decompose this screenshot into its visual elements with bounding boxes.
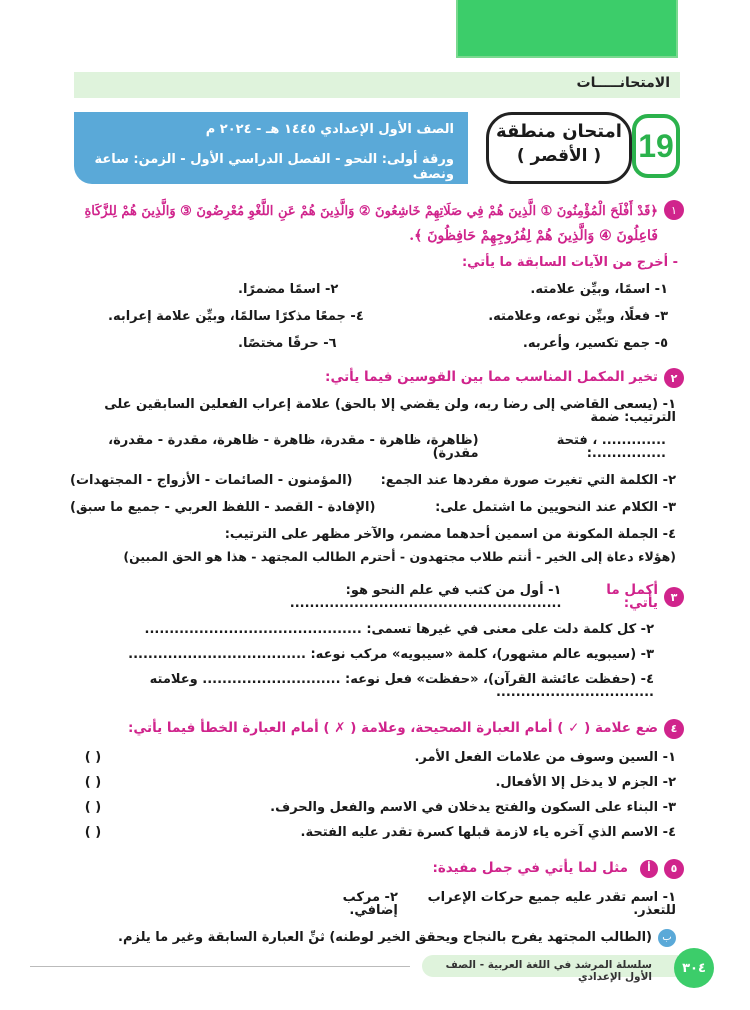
q2-item-3-row xyxy=(70,501,676,514)
q1-row-2 xyxy=(108,310,668,323)
top-green-tab xyxy=(456,0,678,58)
q4-answer-box-2[interactable]: ( ) xyxy=(84,774,102,790)
banner-paper-info: ورقة أولى: النحو - الفصل الدراسي الأول - الزمن: ساعة ونصف xyxy=(94,152,454,182)
q2-title: تخير المكمل المناسب مما بين القوسين فيما يأتي: xyxy=(325,369,658,386)
q2-item-1-row xyxy=(70,434,676,460)
verse-line-1: ﴿قَدْ أَفْلَحَ الْمُؤْمِنُونَ ① الَّذِينَ هُمْ فِي صَلَاتِهِمْ خَاشِعُونَ ② وَالَّذِينَ هُمْ عَنِ اللَّغْوِ مُعْرِضُونَ ③ وَالَّذِينَ هُمْ لِلزَّكَاةِ xyxy=(84,204,658,219)
q4-answer-box-1[interactable]: ( ) xyxy=(84,749,102,765)
q5-title: مثل لما يأتي في جمل مفيدة: xyxy=(432,859,628,876)
exam-number-badge: 19 xyxy=(632,114,680,178)
exam-info-banner xyxy=(74,112,468,184)
q3-item-3: ٣- (سيبويه عالم مشهور)، كلمة «سيبويه» مركب نوعه: .................................... xyxy=(128,646,654,662)
q2-item-2-row xyxy=(70,474,676,487)
q4-title: ضع علامة ( ✓ ) أمام العبارة الصحيحة، وعلامة ( ✗ ) أمام العبارة الخطأ فيما يأتي: xyxy=(127,719,658,736)
question-number-5: ٥ xyxy=(664,859,684,879)
q3-item-1: ١- أول من كتب في علم النحو هو: ....................................................... xyxy=(289,583,562,611)
sub-label-a: أ xyxy=(640,860,658,878)
footer-series-title: سلسلة المرشد في اللغة العربية - الصف الأول الإعدادي xyxy=(445,959,652,983)
q1-row-3 xyxy=(238,337,668,350)
question-number-3: ٣ xyxy=(664,587,684,607)
q4-statement-3: ٣- البناء على السكون والفتح يدخلان في الاسم والفعل والحرف. xyxy=(270,799,676,815)
verse-line-2: فَاعِلُونَ ④ وَالَّذِينَ هُمْ لِفُرُوجِهِمْ حَافِظُونَ ﴾. xyxy=(409,228,658,244)
q4-row-4 xyxy=(70,826,676,839)
question-2 xyxy=(70,368,684,564)
q3-item-2: ٢- كل كلمة دلت على معنى في غيرها تسمى: ............................................ xyxy=(144,621,654,637)
question-number-2: ٢ xyxy=(664,368,684,388)
q4-answer-box-3[interactable]: ( ) xyxy=(84,799,102,815)
q1-instruction: - أخرج من الآيات السابقة ما يأتي: xyxy=(461,255,678,270)
q4-statement-2: ٢- الجزم لا يدخل إلا الأفعال. xyxy=(495,774,676,790)
q1-item-1: ١- اسمًا، وبيِّن علامته. xyxy=(530,282,668,297)
q5-part-b xyxy=(70,929,676,947)
q4-row-3 xyxy=(70,801,676,814)
question-3 xyxy=(70,581,684,700)
q4-row-1 xyxy=(70,751,676,764)
q2-item-4: ٤- الجملة المكونة من اسمين أحدهما مضمر، والآخر مظهر على الترتيب: xyxy=(224,527,676,542)
exam-title-card xyxy=(486,112,632,184)
q2-item-4-choices: (هؤلاء دعاة إلى الخير - أنتم طلاب مجتهدون - أحترم الطالب المجتهد - هذا هو الحق المبين) xyxy=(123,549,676,564)
q1-item-2: ٢- اسمًا مضمرًا. xyxy=(238,282,339,297)
sub-label-b: ب xyxy=(658,929,676,947)
q2-item-2-choices: (المؤمنون - الصائمات - الأزواج - المجتهدات) xyxy=(70,473,353,488)
question-4 xyxy=(70,719,684,839)
question-5 xyxy=(70,859,684,947)
exam-content xyxy=(70,200,684,947)
q4-row-2 xyxy=(70,776,676,789)
q4-statement-4: ٤- الاسم الذي آخره ياء لازمة قبلها كسرة تقدر عليه الفتحة. xyxy=(300,824,676,840)
q2-item-1-blanks: ............. ، فتحة ...............: xyxy=(556,433,666,461)
footer-bar xyxy=(422,955,678,983)
q2-item-3: ٣- الكلام عند النحويين ما اشتمل على: xyxy=(435,500,676,515)
section-header-bar xyxy=(74,72,680,98)
q5-row-1 xyxy=(296,891,676,917)
q1-item-4: ٤- جمعًا مذكرًا سالمًا، وبيِّن علامة إعرابه. xyxy=(108,309,364,324)
section-title: الامتحانـــــات xyxy=(576,75,670,91)
q4-statement-1: ١- السين وسوف من علامات الفعل الأمر. xyxy=(414,749,676,765)
question-number-4: ٤ xyxy=(664,719,684,739)
question-1 xyxy=(70,200,684,350)
q2-item-1: ١- (يسعى القاضي إلى رضا ربه، ولن يقضي إلا بالحق) علامة إعراب الفعلين السابقين على الترتيب: ضمة xyxy=(104,397,676,425)
page-number: ٣٠٤ xyxy=(674,948,714,988)
exam-title-line2: ( الأقصر ) xyxy=(516,146,602,166)
q3-title: أكمل ما يأتي: xyxy=(606,581,658,611)
q5-item-b: (الطالب المجتهد يفرح بالنجاح ويحقق الخير لوطنه) ثنِّ العبارة السابقة وغير ما يلزم. xyxy=(118,930,652,945)
q1-row-1 xyxy=(238,283,668,296)
q1-item-6: ٦- حرفًا مختصًا. xyxy=(238,336,337,351)
q5-item-2: ٢- مركب إضافي. xyxy=(342,889,398,918)
quran-verses xyxy=(84,200,658,248)
q2-item-3-choices: (الإفادة - القصد - اللفظ العربي - جميع ما سبق) xyxy=(70,500,376,515)
q2-item-2: ٢- الكلمة التي تغيرت صورة مفردها عند الجمع: xyxy=(380,473,676,488)
q1-item-5: ٥- جمع تكسير، وأعربه. xyxy=(522,336,668,351)
footer-divider xyxy=(30,966,410,967)
q5-item-1: ١- اسم تقدر عليه جميع حركات الإعراب للتعذر. xyxy=(427,889,676,918)
question-number-1: ١ xyxy=(664,200,684,220)
exam-title-line1: امتحان منطقة xyxy=(496,121,622,142)
banner-grade-year: الصف الأول الإعدادي ١٤٤٥ هـ - ٢٠٢٤ م xyxy=(205,122,454,137)
q1-item-3: ٣- فعلًا، وبيِّن نوعه، وعلامته. xyxy=(488,309,668,324)
q2-item-1-choices: (ظاهرة، ظاهرة - مقدرة، ظاهرة - ظاهرة، مقدرة - مقدرة، مقدرة) xyxy=(108,433,479,461)
q3-item-4: ٤- (حفظت عائشة القرآن)، «حفظت» فعل نوعه: ............................ وعلامته ................................ xyxy=(149,671,654,700)
q4-answer-box-4[interactable]: ( ) xyxy=(84,824,102,840)
